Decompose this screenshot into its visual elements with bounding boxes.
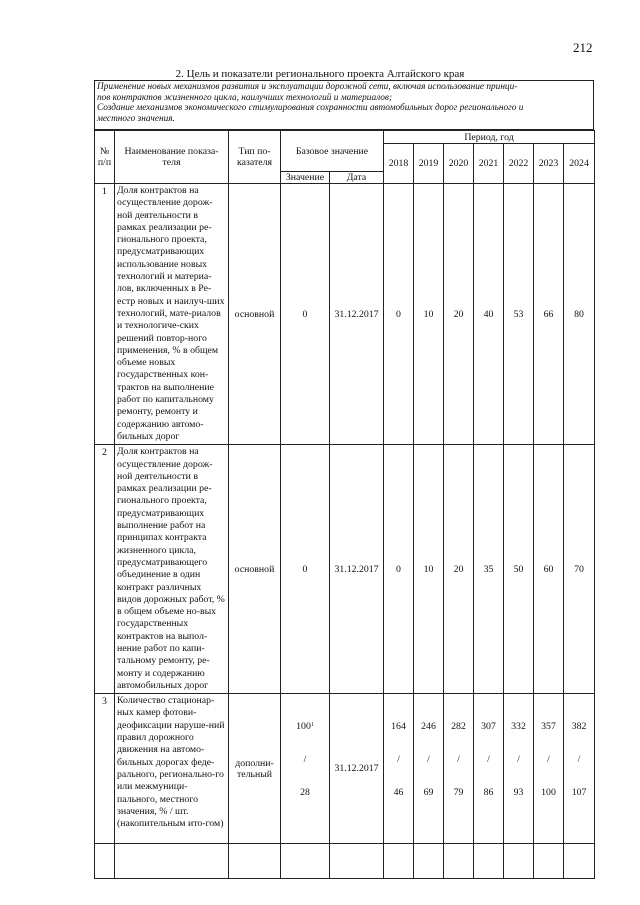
header-value: Значение: [281, 172, 330, 184]
year-count: 86: [483, 787, 494, 799]
year-value: [534, 694, 564, 844]
row-num: 1: [95, 184, 115, 445]
base-value: 0: [281, 445, 330, 694]
separator: /: [427, 754, 430, 766]
header-type: Тип по-казателя: [229, 131, 281, 184]
indicators-table: [94, 130, 595, 879]
indicator-type: дополни-тельный: [229, 694, 281, 844]
year-pct: 382: [571, 721, 587, 733]
year-count: 46: [393, 787, 404, 799]
year-value: 20: [444, 184, 474, 445]
year-value: [474, 694, 504, 844]
year-pct: 246: [421, 721, 436, 733]
goal-line: Применение новых механизмов развития и эксплуатации дорожной сети, включая использование принци-: [97, 82, 518, 92]
separator: /: [303, 754, 307, 766]
year-value: [444, 694, 474, 844]
separator: /: [547, 754, 550, 766]
separator: /: [517, 754, 520, 766]
page-number: 212: [573, 40, 593, 55]
year-pct: 282: [451, 721, 466, 733]
year-pct: 332: [511, 721, 526, 733]
indicator-name: Доля контрактов на осуществление дорож-ной деятельности в рамках реализации ре-гионального проекта, предусматривающих использование новых технологий и материа-лов, включенных в Ре-естр новых и наилуч-ших технологий, мате-риалов и технологиче-ских решений повтор-ного применения, % в общем объеме новых государственных кон-трактов на выполнение работ по капитальному ремонту, ремонту и содержанию автомо-бильных дорог: [115, 184, 229, 445]
year-value: 50: [504, 445, 534, 694]
base-date: 31.12.2017: [330, 445, 384, 694]
header-year: 2020: [444, 144, 474, 184]
header-year: 2022: [504, 144, 534, 184]
header-date: Дата: [330, 172, 384, 184]
goal-line: Создание механизмов экономического стимулирования сохранности автомобильных дорог регионального и: [97, 103, 524, 113]
section-title: 2. Цель и показатели регионального проекта Алтайского края: [175, 68, 465, 80]
year-pct: 164: [391, 721, 406, 733]
header-year: 2021: [474, 144, 504, 184]
goal-line: пов контрактов жизненного цикла, наилучших технологий и материалов;: [97, 92, 393, 103]
year-count: 100: [541, 787, 556, 799]
goal-line: местного значения.: [97, 113, 175, 124]
year-value: [504, 694, 534, 844]
header-year: 2018: [384, 144, 414, 184]
year-count: 107: [571, 787, 587, 799]
header-year: 2024: [564, 144, 595, 184]
separator: /: [397, 754, 400, 766]
base-value-pct: 100: [296, 721, 311, 733]
year-value: 66: [534, 184, 564, 445]
year-value: [414, 694, 444, 844]
separator: /: [457, 754, 460, 766]
header-base: Базовое значение: [281, 131, 384, 172]
year-value: 80: [564, 184, 595, 445]
year-pct: 307: [481, 721, 496, 733]
year-value: 35: [474, 445, 504, 694]
header-period: Период, год: [384, 131, 595, 144]
year-value: 10: [414, 184, 444, 445]
year-value: 70: [564, 445, 595, 694]
year-count: 79: [453, 787, 464, 799]
year-count: 93: [513, 787, 524, 799]
separator: /: [487, 754, 490, 766]
header-name: Наименование показа-теля: [115, 131, 229, 184]
year-value: 20: [444, 445, 474, 694]
separator: /: [577, 754, 581, 766]
header-year: 2019: [414, 144, 444, 184]
indicator-name: Доля контрактов на осуществление дорож-ной деятельности в рамках реализации ре-гионального проекта, предусматривающих выполнение работ на принципах контракта жизненного цикла, предусматривающего объединение в один контракт различных видов дорожных работ, % в общем объеме но-вых государственных контрактов на выпол-нение работ по капи-тальному ремонту, ре-монту и содержанию автомобильных дорог: [115, 445, 229, 694]
goal-box: [94, 80, 594, 130]
table-row-empty: [95, 844, 595, 879]
year-value: [564, 694, 595, 844]
row-num: 2: [95, 445, 115, 694]
indicator-type: основной: [229, 445, 281, 694]
base-date: 31.12.2017: [330, 694, 384, 844]
base-value-count: 28: [300, 787, 310, 799]
table-row: [95, 184, 595, 445]
indicator-name: Количество стационар-ных камер фотови-деофиксации наруше-ний правил дорожного движения на автомо-бильных дорогах феде-рального, регионально-го или межмуници-пального, местного значения, % / шт. (накопительным ито-гом): [115, 694, 229, 844]
row-num: 3: [95, 694, 115, 844]
year-pct: 357: [541, 721, 556, 733]
year-value: 40: [474, 184, 504, 445]
year-value: 53: [504, 184, 534, 445]
header-num: № п/п: [95, 131, 115, 184]
base-date: 31.12.2017: [330, 184, 384, 445]
year-value: 10: [414, 445, 444, 694]
year-value: 0: [384, 445, 414, 694]
base-value: 0: [281, 184, 330, 445]
header-year: 2023: [534, 144, 564, 184]
year-value: [384, 694, 414, 844]
indicator-type: основной: [229, 184, 281, 445]
year-value: 60: [534, 445, 564, 694]
year-value: 0: [384, 184, 414, 445]
base-value: [281, 694, 330, 844]
table-row: [95, 445, 595, 694]
footnote-mark: 1: [310, 722, 314, 729]
table-row: [95, 694, 595, 844]
year-count: 69: [423, 787, 434, 799]
